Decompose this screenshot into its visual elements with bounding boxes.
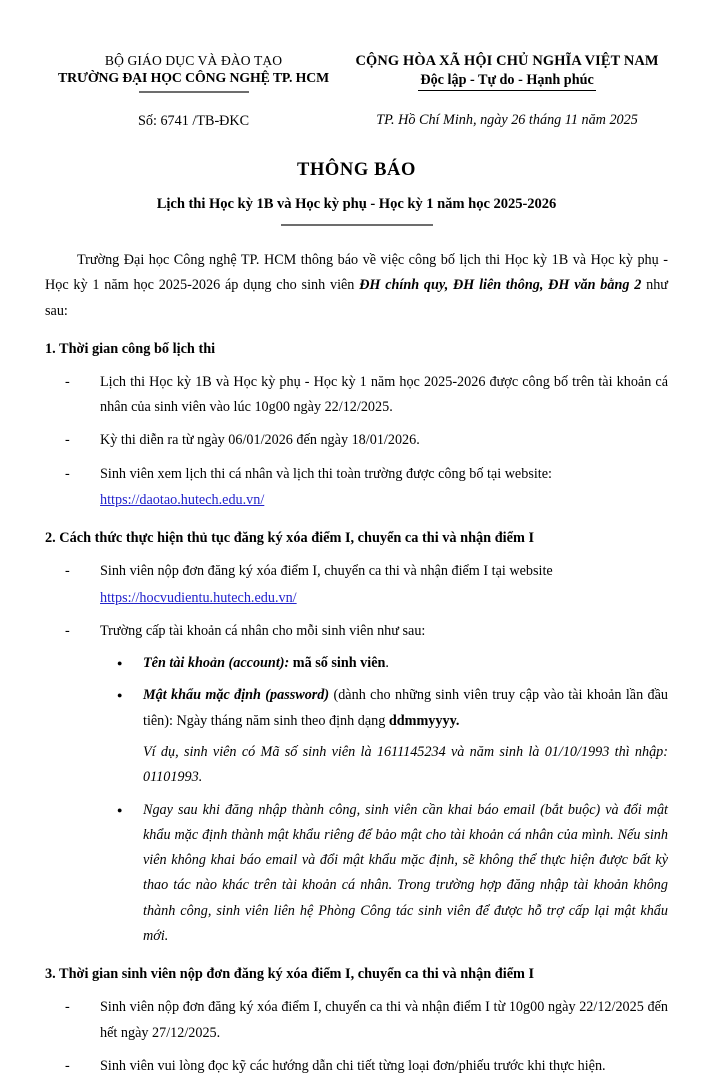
section-heading-2: 2. Cách thức thực hiện thủ tục đăng ký xóa điểm I, chuyển ca thi và nhận điểm I <box>45 530 535 547</box>
password-description: (dành cho những sinh viên truy cập vào tài khoản lần đầu tiên): Ngày tháng năm sinh theo định dạng <box>143 687 669 729</box>
account-name-value: mã số sinh viên <box>289 655 386 672</box>
list-item: - Sinh viên vui lòng đọc kỹ các hướng dẫn chi tiết từng loại đơn/phiếu trước khi thực hiện. <box>45 1054 668 1079</box>
intro-text-part1: Trường Đại học Công nghệ TP. HCM thông báo về việc công bố lịch thi Học kỳ 1B và Học kỳ phụ - Học kỳ 1 năm học 2025-2026 áp dụng cho sinh viên <box>45 252 668 294</box>
national-heading-block <box>346 52 668 129</box>
document-header <box>45 52 668 130</box>
university-name-underline <box>139 91 249 93</box>
motto-wrap <box>346 71 668 91</box>
password-label: Mật khẩu mặc định (password) <box>143 687 330 704</box>
account-security-list <box>45 798 668 950</box>
password-format: ddmmyyyy. <box>388 712 460 729</box>
intro-text-part2: như sau: <box>45 277 668 319</box>
account-name-label: Tên tài khoản (account): <box>143 655 290 672</box>
title-block <box>45 160 668 226</box>
list-item: - Trường cấp tài khoản cá nhân cho mỗi sinh viên như sau: <box>45 619 668 644</box>
country-name: CỘNG HÒA XÃ HỘI CHỦ NGHĨA VIỆT NAM <box>355 53 659 69</box>
subtitle-divider-wrap <box>45 222 668 226</box>
section-2-list <box>45 559 668 644</box>
list-item <box>45 462 668 514</box>
list-item: - Kỳ thi diễn ra từ ngày 06/01/2026 đến ngày 18/01/2026. <box>45 428 668 453</box>
list-item-text: Sinh viên xem lịch thi cá nhân và lịch thi toàn trường được công bố tại website: <box>100 465 552 482</box>
place-and-date: TP. Hồ Chí Minh, ngày 26 tháng 11 năm 2025 <box>376 112 638 129</box>
account-name-tail: . <box>385 655 389 672</box>
ministry-name: BỘ GIÁO DỤC VÀ ĐÀO TẠO <box>104 53 283 68</box>
intro-paragraph <box>45 248 668 324</box>
account-info-list <box>45 651 668 734</box>
list-item: - Sinh viên nộp đơn đăng ký xóa điểm I, chuyển ca thi và nhận điểm I từ 10g00 ngày 22/12/2025 đến hết ngày 27/12/2025. <box>45 995 668 1046</box>
list-item-text: Sinh viên nộp đơn đăng ký xóa điểm I, chuyển ca thi và nhận điểm I tại website <box>100 563 553 580</box>
university-name-underline-wrap <box>45 89 342 93</box>
list-item-account-name <box>45 651 668 676</box>
intro-emphasis: ĐH chính quy, ĐH liên thông, ĐH văn bằng 2 <box>359 277 642 294</box>
list-item <box>45 559 668 611</box>
list-item: - Lịch thi Học kỳ 1B và Học kỳ phụ - Học kỳ 1 năm học 2025-2026 được công bố trên tài khoản cá nhân của sinh viên vào lúc 10g00 ngày 22/12/2025. <box>45 370 668 421</box>
daotao-website-link[interactable]: https://daotao.hutech.edu.vn/ <box>100 492 265 509</box>
password-example-note: Ví dụ, sinh viên có Mã số sinh viên là 1611145234 và năm sinh là 01/10/1993 thì nhập: 01101993. <box>143 744 668 786</box>
national-motto: Độc lập - Tự do - Hạnh phúc <box>418 71 595 91</box>
section-heading-3: 3. Thời gian sinh viên nộp đơn đăng ký xóa điểm I, chuyển ca thi và nhận điểm I <box>45 966 535 983</box>
page-subtitle: Lịch thi Học kỳ 1B và Học kỳ phụ - Học kỳ 1 năm học 2025-2026 <box>156 196 557 213</box>
subtitle-divider <box>281 224 433 226</box>
university-name: TRƯỜNG ĐẠI HỌC CÔNG NGHỆ TP. HCM <box>58 70 330 86</box>
hocvudientu-website-link[interactable]: https://hocvudientu.hutech.edu.vn/ <box>100 589 297 606</box>
list-item-password <box>45 683 668 734</box>
page-title: THÔNG BÁO <box>297 160 416 181</box>
section-1-list <box>45 370 668 513</box>
link-line <box>100 488 668 513</box>
list-item-security-note: ● Ngay sau khi đăng nhập thành công, sinh viên cần khai báo email (bắt buộc) và đổi mật khẩu mặc định thành mật khẩu riêng để bảo mật cho tài khoản cá nhân của mình. Nếu sinh viên không khai báo email và đổi mật khẩu mặc định, sẽ không thể thực hiện được bất kỳ thao tác nào khác trên tài khoản cá nhân. Trong trường hợp đăng nhập tài khoản không thành công, sinh viên liên hệ Phòng Công tác sinh viên để được hỗ trợ cấp lại mật khẩu mới. <box>45 798 668 950</box>
document-number: Số: 6741 /TB-ĐKC <box>137 113 250 130</box>
link-line <box>100 586 668 611</box>
section-heading-1: 1. Thời gian công bố lịch thi <box>45 340 216 357</box>
issuing-organization-block <box>45 52 346 130</box>
document-body <box>45 248 668 1079</box>
